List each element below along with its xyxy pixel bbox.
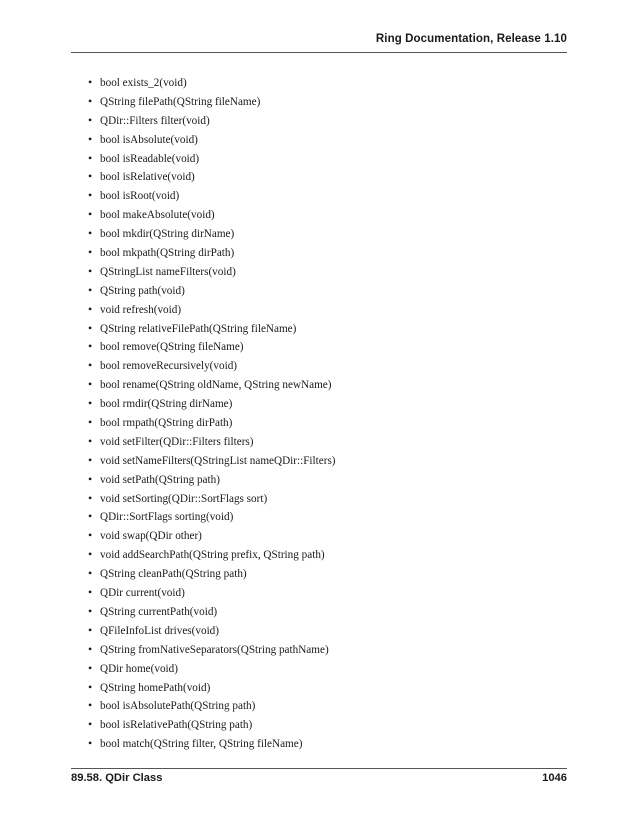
method-signature: bool rmdir(QString dirName) bbox=[100, 398, 233, 411]
bullet-icon: • bbox=[88, 490, 93, 505]
list-item bbox=[88, 130, 336, 149]
method-signature: QFileInfoList drives(void) bbox=[100, 624, 220, 637]
method-signature: void setFilter(QDir::Filters filters) bbox=[100, 435, 254, 448]
method-signature: QDir::SortFlags sorting(void) bbox=[100, 511, 234, 524]
method-signature: bool isRelativePath(QString path) bbox=[100, 719, 253, 732]
method-signature: void setSorting(QDir::SortFlags sort) bbox=[100, 492, 268, 505]
list-item bbox=[88, 696, 336, 715]
bullet-icon: • bbox=[88, 736, 93, 751]
bullet-icon: • bbox=[88, 207, 93, 222]
bullet-icon: • bbox=[88, 263, 93, 278]
list-item bbox=[88, 167, 336, 186]
bullet-icon: • bbox=[88, 566, 93, 581]
bullet-icon: • bbox=[88, 717, 93, 732]
bullet-icon: • bbox=[88, 603, 93, 618]
list-item bbox=[88, 451, 336, 470]
page-header-title: Ring Documentation, Release 1.10 bbox=[375, 33, 567, 45]
list-item bbox=[88, 545, 336, 564]
list-item bbox=[88, 111, 336, 130]
method-signature: bool isReadable(void) bbox=[100, 152, 200, 165]
list-item bbox=[88, 337, 336, 356]
method-signature: void setNameFilters(QStringList nameQDir::Filters) bbox=[100, 454, 336, 467]
bullet-icon: • bbox=[88, 320, 93, 335]
method-signature: bool rmpath(QString dirPath) bbox=[100, 417, 233, 430]
method-signature: void swap(QDir other) bbox=[100, 530, 202, 543]
method-signature: bool remove(QString fileName) bbox=[100, 341, 244, 354]
method-signature: bool isAbsolutePath(QString path) bbox=[100, 700, 256, 713]
bullet-icon: • bbox=[88, 93, 93, 108]
list-item bbox=[88, 149, 336, 168]
method-signature: QString relativeFilePath(QString fileName) bbox=[100, 322, 297, 335]
bullet-icon: • bbox=[88, 188, 93, 203]
method-signature: bool exists_2(void) bbox=[100, 77, 187, 89]
method-signature: QDir current(void) bbox=[100, 587, 185, 600]
list-item bbox=[88, 507, 336, 526]
list-item bbox=[88, 281, 336, 300]
method-signature: QString fromNativeSeparators(QString pathName) bbox=[100, 643, 329, 656]
method-signature: bool isRelative(void) bbox=[100, 171, 195, 184]
bullet-icon: • bbox=[88, 150, 93, 165]
list-item bbox=[88, 640, 336, 659]
bullet-icon: • bbox=[88, 415, 93, 430]
list-item bbox=[88, 489, 336, 508]
list-item bbox=[88, 659, 336, 678]
footer-page-number: 1046 bbox=[542, 772, 567, 784]
list-item bbox=[88, 375, 336, 394]
bullet-icon: • bbox=[88, 660, 93, 675]
bullet-icon: • bbox=[88, 169, 93, 184]
bullet-icon: • bbox=[88, 75, 93, 89]
footer-divider bbox=[71, 768, 567, 769]
list-item bbox=[88, 243, 336, 262]
method-list bbox=[88, 73, 336, 753]
method-signature: bool isRoot(void) bbox=[100, 190, 180, 203]
bullet-icon: • bbox=[88, 471, 93, 486]
method-signature: bool mkpath(QString dirPath) bbox=[100, 247, 235, 260]
list-item bbox=[88, 583, 336, 602]
bullet-icon: • bbox=[88, 377, 93, 392]
bullet-icon: • bbox=[88, 679, 93, 694]
method-signature: QString currentPath(void) bbox=[100, 605, 218, 618]
list-item bbox=[88, 394, 336, 413]
list-item bbox=[88, 413, 336, 432]
bullet-icon: • bbox=[88, 433, 93, 448]
bullet-icon: • bbox=[88, 452, 93, 467]
bullet-icon: • bbox=[88, 585, 93, 600]
method-signature: void setPath(QString path) bbox=[100, 473, 220, 486]
method-signature: void addSearchPath(QString prefix, QString path) bbox=[100, 549, 325, 562]
list-item bbox=[88, 205, 336, 224]
method-signature: bool match(QString filter, QString fileName) bbox=[100, 738, 303, 751]
list-item bbox=[88, 73, 336, 92]
bullet-icon: • bbox=[88, 301, 93, 316]
list-item bbox=[88, 224, 336, 243]
bullet-icon: • bbox=[88, 358, 93, 373]
bullet-icon: • bbox=[88, 339, 93, 354]
bullet-icon: • bbox=[88, 112, 93, 127]
bullet-icon: • bbox=[88, 528, 93, 543]
list-item bbox=[88, 678, 336, 697]
list-item bbox=[88, 602, 336, 621]
list-item bbox=[88, 715, 336, 734]
method-signature: bool makeAbsolute(void) bbox=[100, 209, 215, 222]
bullet-icon: • bbox=[88, 698, 93, 713]
method-signature: QDir home(void) bbox=[100, 662, 178, 675]
footer-section-title: 89.58. QDir Class bbox=[71, 772, 163, 784]
list-item bbox=[88, 92, 336, 111]
method-signature: QString homePath(void) bbox=[100, 681, 211, 694]
method-signature: QString path(void) bbox=[100, 284, 185, 297]
list-item bbox=[88, 356, 336, 375]
method-signature: QString filePath(QString fileName) bbox=[100, 95, 261, 108]
bullet-icon: • bbox=[88, 641, 93, 656]
bullet-icon: • bbox=[88, 396, 93, 411]
list-item bbox=[88, 186, 336, 205]
bullet-icon: • bbox=[88, 226, 93, 241]
list-item bbox=[88, 432, 336, 451]
list-item bbox=[88, 319, 336, 338]
method-signature: QStringList nameFilters(void) bbox=[100, 265, 236, 278]
method-signature: bool rename(QString oldName, QString newName) bbox=[100, 379, 332, 392]
list-item bbox=[88, 300, 336, 319]
list-item bbox=[88, 621, 336, 640]
list-item bbox=[88, 262, 336, 281]
method-signature: void refresh(void) bbox=[100, 303, 182, 316]
list-item bbox=[88, 564, 336, 583]
list-item bbox=[88, 734, 336, 753]
bullet-icon: • bbox=[88, 622, 93, 637]
list-item bbox=[88, 470, 336, 489]
method-signature: QDir::Filters filter(void) bbox=[100, 114, 210, 127]
method-signature: QString cleanPath(QString path) bbox=[100, 568, 247, 581]
bullet-icon: • bbox=[88, 509, 93, 524]
method-signature: bool isAbsolute(void) bbox=[100, 133, 198, 146]
bullet-icon: • bbox=[88, 547, 93, 562]
method-signature: bool mkdir(QString dirName) bbox=[100, 228, 235, 241]
method-signature: bool removeRecursively(void) bbox=[100, 360, 238, 373]
bullet-icon: • bbox=[88, 282, 93, 297]
header-divider bbox=[71, 52, 567, 53]
list-item bbox=[88, 526, 336, 545]
bullet-icon: • bbox=[88, 131, 93, 146]
bullet-icon: • bbox=[88, 245, 93, 260]
